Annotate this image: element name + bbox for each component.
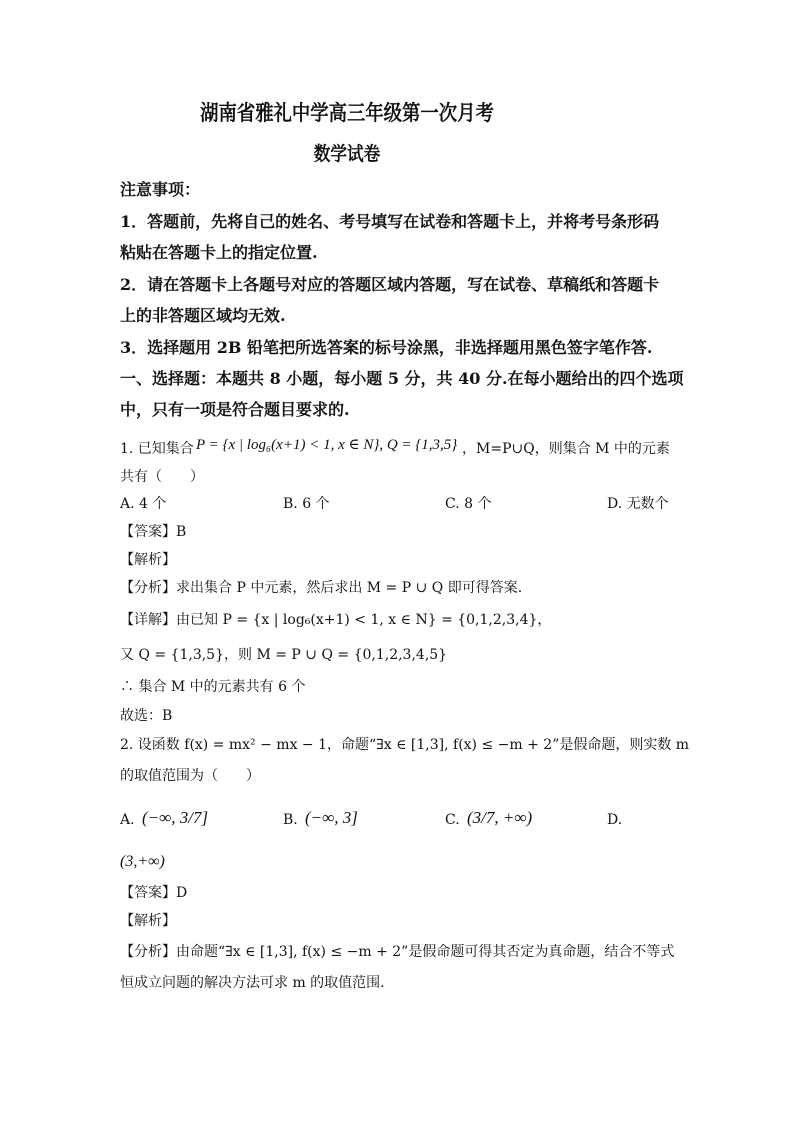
section-heading-line-2: 中，只有一项是符合题目要求的. (120, 400, 350, 419)
notice-item-2-line-1: 2．请在答题卡上各题号对应的答题区域内答题，写在试卷、草稿纸和答题卡 (120, 275, 660, 294)
q2-option-b-value: (−∞, 3] (305, 808, 358, 827)
q1-choice: 故选：B (120, 708, 173, 724)
q2-option-c-value: (3/7, +∞) (467, 808, 533, 827)
q2-option-c-label: C. (445, 812, 460, 828)
q1-option-d: D. 无数个 (607, 496, 669, 512)
notice-item-1-line-2: 粘贴在答题卡上的指定位置. (120, 243, 318, 262)
q2-fenxi-label: 【分析】 (120, 944, 176, 960)
notice-item-1-line-1: 1．答题前，先将自己的姓名、考号填写在试卷和答题卡上，并将考号条形码 (120, 212, 660, 231)
q2-fenxi-line-1: 由命题“∃x ∈ [1,3], f(x) ≤ −m + 2”是假命题可得其否定为真命题，结合不等式 (176, 944, 675, 960)
q1-fenxi-text: 求出集合 P 中元素，然后求出 M = P ∪ Q 即可得答案. (176, 580, 523, 596)
q1-option-b: B. 6 个 (283, 496, 330, 512)
q2-option-a-value: (−∞, 3/7] (142, 808, 209, 827)
q1-option-a: A. 4 个 (120, 496, 167, 512)
q1-analysis-label: 【解析】 (120, 552, 176, 568)
q2-option-d-value: (3,+∞) (120, 853, 165, 870)
q1-statement-cont: 共有（ ） (120, 469, 204, 485)
q1-fenxi-label: 【分析】 (120, 580, 176, 596)
q2-statement-line-2: 的取值范围为（ ） (120, 768, 260, 784)
q1-option-c: C. 8 个 (445, 496, 492, 512)
q1-xiangjie-text: 由已知 P = {x | log₆(x+1) < 1, x ∈ N} = {0,1,2,3,4}， (176, 612, 552, 628)
notice-item-3: 3．选择题用 2B 铅笔把所选答案的标号涂黑，非选择题用黑色签字笔作答. (120, 338, 653, 357)
q1-prefix: 1. 已知集合 (120, 441, 194, 457)
q2-option-a-label: A. (120, 812, 135, 828)
exam-title: 湖南省雅礼中学高三年级第一次月考 (200, 100, 494, 125)
q1-set-definition: P = {x | log₆(x+1) < 1, x ∈ N}, Q = {1,3,5} (196, 437, 458, 453)
q1-answer: 【答案】B (120, 524, 187, 540)
q2-option-d-label: D. (607, 812, 623, 828)
q1-solution-line-2: 又 Q = {1,3,5}，则 M = P ∪ Q = {0,1,2,3,4,5} (120, 647, 448, 663)
q2-analysis-label: 【解析】 (120, 913, 176, 929)
exam-subtitle: 数学试卷 (313, 143, 381, 165)
notice-heading: 注意事项： (120, 180, 201, 199)
q1-statement-tail: ，M=P∪Q，则集合 M 中的元素 (462, 441, 670, 457)
notice-item-2-line-2: 上的非答题区域均无效. (120, 306, 286, 325)
q2-option-b-label: B. (283, 812, 298, 828)
q2-answer: 【答案】D (120, 885, 188, 901)
q1-xiangjie-label: 【详解】 (120, 612, 176, 628)
q2-fenxi-line-2: 恒成立问题的解决方法可求 m 的取值范围. (120, 975, 385, 991)
q2-statement-line-1: 2. 设函数 f(x) = mx² − mx − 1，命题“∃x ∈ [1,3], f(x) ≤ −m + 2”是假命题，则实数 m (120, 737, 690, 753)
section-heading-line-1: 一、选择题：本题共 8 小题，每小题 5 分，共 40 分.在每小题给出的四个选项 (120, 369, 684, 388)
q1-solution-line-3: ∴ 集合 M 中的元素共有 6 个 (120, 679, 306, 695)
